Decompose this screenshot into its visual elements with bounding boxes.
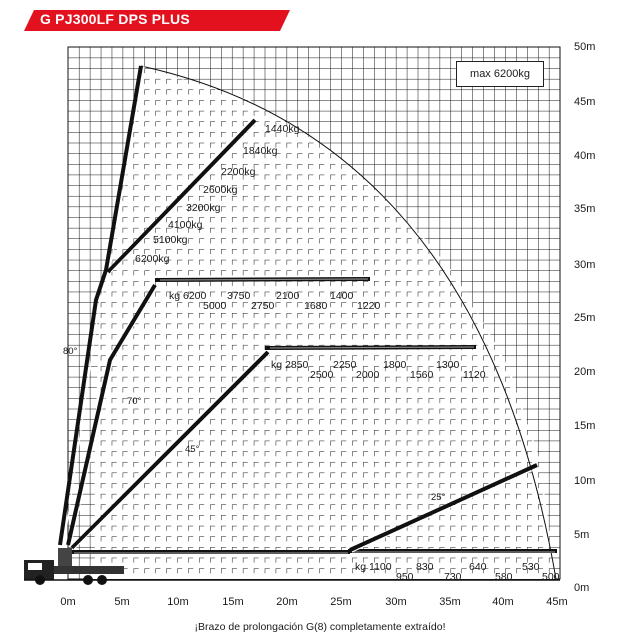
y-label-0: 0m bbox=[574, 582, 590, 594]
y-label-25: 25m bbox=[574, 312, 596, 324]
b21-bot-2: 2000 bbox=[356, 369, 380, 381]
x-label-35: 35m bbox=[439, 596, 461, 608]
b28-bot-2: 2750 bbox=[251, 300, 275, 312]
y-label-30: 30m bbox=[574, 259, 596, 271]
bg-top-3: 640 bbox=[469, 561, 487, 573]
x-label-25: 25m bbox=[330, 596, 352, 608]
x-label-20: 20m bbox=[276, 596, 298, 608]
x-label-40: 40m bbox=[492, 596, 514, 608]
y-label-50: 50m bbox=[574, 41, 596, 53]
bg-bot-2: 730 bbox=[444, 571, 462, 583]
x-label-5: 5m bbox=[114, 596, 130, 608]
angle-80: 80° bbox=[63, 346, 78, 357]
bg-bot-3: 580 bbox=[495, 571, 513, 583]
bg-top-4: 530 bbox=[522, 561, 540, 573]
b21-top-2: 2250 bbox=[333, 359, 357, 371]
diag-load-2: 1840kg bbox=[243, 145, 278, 157]
y-label-40: 40m bbox=[574, 150, 596, 162]
b28-top-1: kg 6200 bbox=[169, 290, 207, 302]
b21-top-3: 1800 bbox=[383, 359, 407, 371]
angle-25: 25° bbox=[431, 492, 446, 503]
x-label-30: 30m bbox=[385, 596, 407, 608]
diag-load-6: 4100kg bbox=[168, 219, 203, 231]
b28-bot-1: 5000 bbox=[203, 300, 227, 312]
b28-bot-3: 1680 bbox=[304, 300, 328, 312]
diag-load-4: 2600kg bbox=[203, 184, 238, 196]
diag-load-1: 1440kg bbox=[265, 123, 300, 135]
b28-bot-4: 1220 bbox=[357, 300, 381, 312]
diag-load-7: 5100kg bbox=[153, 234, 188, 246]
bg-top-2: 830 bbox=[416, 561, 434, 573]
diag-load-3: 2200kg bbox=[221, 166, 256, 178]
b28-top-3: 2100 bbox=[276, 290, 300, 302]
y-label-45: 45m bbox=[574, 96, 596, 108]
x-label-0: 0m bbox=[60, 596, 76, 608]
angle-45: 45° bbox=[185, 444, 200, 455]
diag-load-8: 6200kg bbox=[135, 253, 170, 265]
footnote: ¡Brazo de prolongación G(8) completamente extraído! bbox=[194, 621, 446, 633]
bg-bot-4: 500 bbox=[542, 571, 560, 583]
b28-top-2: 3750 bbox=[227, 290, 251, 302]
diag-load-5: 3200kg bbox=[186, 202, 221, 214]
x-label-15: 15m bbox=[222, 596, 244, 608]
bg-bot-1: 950 bbox=[396, 571, 414, 583]
b21-bot-4: 1120 bbox=[463, 369, 486, 381]
y-label-10: 10m bbox=[574, 475, 596, 487]
b28-top-4: 1400 bbox=[330, 290, 354, 302]
y-label-15: 15m bbox=[574, 420, 596, 432]
angle-70: 70° bbox=[127, 396, 142, 407]
y-label-5: 5m bbox=[574, 529, 590, 541]
chart-title: G PJ300LF DPS PLUS bbox=[40, 11, 190, 27]
bg-top-1: kg 1100 bbox=[355, 561, 392, 573]
b21-top-1: kg 2850 bbox=[271, 359, 309, 371]
b21-bot-3: 1560 bbox=[410, 369, 434, 381]
b21-top-4: 1300 bbox=[436, 359, 460, 371]
x-label-10: 10m bbox=[167, 596, 189, 608]
y-label-20: 20m bbox=[574, 366, 596, 378]
y-label-35: 35m bbox=[574, 203, 596, 215]
x-label-45: 45m bbox=[546, 596, 568, 608]
b21-bot-1: 2500 bbox=[310, 369, 334, 381]
max-capacity-box: max 6200kg bbox=[456, 61, 544, 87]
